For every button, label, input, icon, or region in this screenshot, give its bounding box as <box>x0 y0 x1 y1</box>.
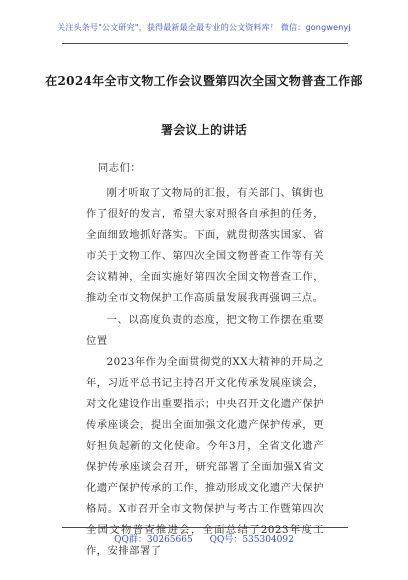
header-divider <box>62 43 348 44</box>
header-promo-note: 关注头条号"公文研究"，获得最新最全最专业的公文资料库！ 微信：gongwenyj <box>57 23 351 32</box>
document-body <box>86 158 324 562</box>
document-title-line-2: 署会议上的讲话 <box>160 123 248 137</box>
body-paragraph: 2023年作为全面贯彻党的XX大精神的开局之年，习近平总书记主持召开文化传承发展座谈会，对文化建设作出重要指示；中央召开文化遗产保护传承座谈会，提出全面加强文化遗产保护传承，更好担负起新的文化使命。今年3月，全省文化遗产保护传承座谈会召开，研究部署了全面加强X省文化遗产保护传承的工作，推动形成文化遗产大保护格局。X市召开全市文物保护与考古工作暨第四次全国文物普查推进会，全面总结了2023年度工作，安排部署了 <box>86 356 324 557</box>
document-title-line-1: 在2024年全市文物工作会议暨第四次全国文物普查工作部 <box>45 74 363 88</box>
section-heading: 一、以高度负责的态度，把文物工作摆在重要位置 <box>86 314 324 347</box>
salutation: 同志们： <box>98 162 142 174</box>
footer-contact-note: QQ群：30265665 QQ号：535304092 <box>114 535 294 545</box>
body-paragraph: 刚才听取了文物局的汇报，有关部门、镇街也作了很好的发言，希望大家对照各自承担的任务，全面细致地抓好落实。下面，就贯彻落实国家、省市关于文物工作、第四次全国文物普查工作等有关会议精神，全面实施好第四次全国文物普查工作，推动全市文物保护工作高质量发展我再强调三点。 <box>86 187 324 304</box>
footer-divider <box>62 527 348 528</box>
